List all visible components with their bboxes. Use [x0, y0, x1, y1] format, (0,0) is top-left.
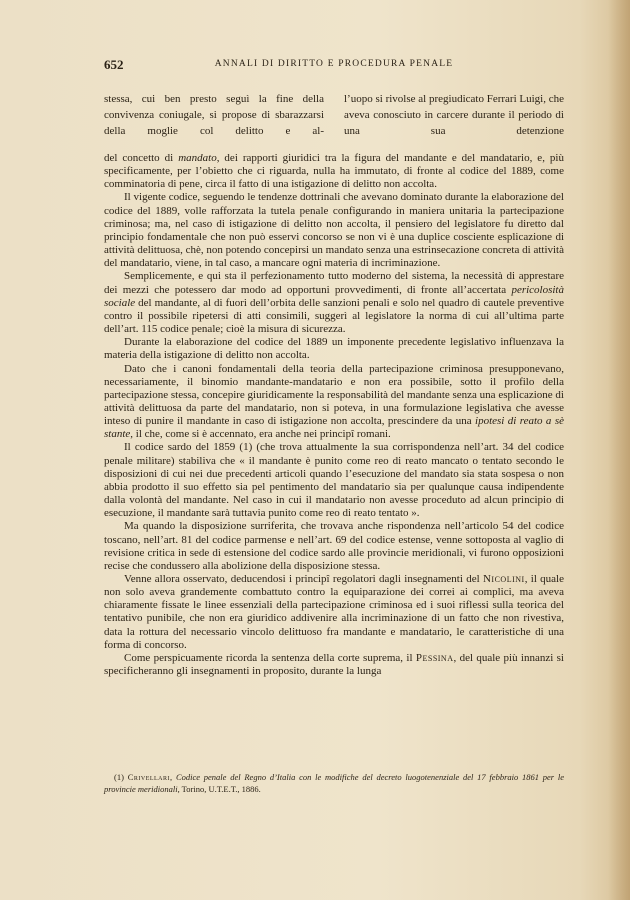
- footnote-author: Crivellari: [127, 772, 171, 782]
- paragraph: Semplicemente, e qui sta il perfezionamento tutto moderno del sistema, la necessità di apprestare dei mezzi che potessero dar modo ad opportuni provvedimenti, di fronte all’accertata pericolosità sociale del mandante, al di fuori dell’orbita delle sanzioni penali e solo nel quadro di cautele preventive contro il possibile ripetersi di atti consimili, suggerì al legislatore la norma di cui all’ultima parte dell’art. 115 codice penale; cioè la misura di sicurezza.: [104, 270, 564, 336]
- paragraph: Dato che i canoni fondamentali della teoria della partecipazione criminosa presupponevano, necessariamente, il binomio mandante-mandatario e non era possibile, sotto il profilo della partecipazione stessa, concepire giuridicamente la responsabilità del mandante senza una esplicazione di attività delittuosa da parte del mandatario, non si poteva, in una formulazione legislativa che avesse inteso di punire il mandante in caso di istigazione non accolta, prescindere da una ipotesi di reato a sè stante, il che, come si è accennato, era anche nei principî romani.: [104, 362, 564, 441]
- paragraph: Il vigente codice, seguendo le tendenze dottrinali che avevano dominato durante la elaborazione del codice del 1889, volle rafforzata la tutela penale configurando in maniera unitaria la partecipazione criminosa; ma, nel caso di istigazione di delitto non accolta, il pensiero del legislatore fu diretto dal principio fondamentale che non può esservi concorso se non vi è una duplice cosciente esplicazione di attività delittuosa, chè, non potendo concepirsi un mandato senza una estrinsecazione concreta di attività del mandatario, viene, in tal caso, a mancare ogni materia di incriminazione.: [104, 191, 564, 270]
- page-number: 652: [104, 57, 124, 72]
- footnote: (1) Crivellari, Codice penale del Regno d’Italia con le modifiche del decreto luogotenenziale del 17 febbraio 1861 per le provincie meridionali, Torino, U.T.E.T., 1886.: [104, 772, 565, 794]
- two-column-excerpt: [104, 91, 564, 139]
- left-column-text: stessa, cui ben presto seguì la fine della convivenza coniugale, si propose di sbarazzarsi della moglie col delitto e al-: [104, 93, 324, 137]
- emphasis: mandato: [178, 152, 217, 164]
- emphasis: ipotesi di reato a sè stante: [104, 415, 564, 441]
- footnote-publication: , Torino, U.T.E.T., 1886.: [177, 784, 261, 794]
- author-name: Nicolini: [482, 573, 525, 585]
- paragraph: Venne allora osservato, deducendosi i principî regolatori dagli insegnamenti del Nicolini, il quale non solo aveva grandemente combattuto contro la equiparazione dei correi ai complici, ma aveva chiaramente fissate le linee essenziali della partecipazione criminosa ed i suoi riflessi sulla teorica del tentativo punibile, che non era giuridico addivenire alla incriminazione di un fatto che non rivestiva, data la rottura del necessario vincolo delittuoso fra mandante e mandatario, le caratteristiche di una forma di concorso.: [104, 573, 564, 651]
- emphasis: pericolosità sociale: [104, 283, 564, 309]
- footnote-title: Codice penale del Regno d’Italia con le modifiche del decreto luogotenenziale del 17 febbraio 1861 per le provincie meridionali: [104, 772, 565, 794]
- paragraph: Come perspicuamente ricorda la sentenza della corte suprema, il Pessina, del quale più innanzi si specificheranno gli insegnamenti in proposito, durante la lunga: [104, 651, 564, 678]
- paragraph: Ma quando la disposizione surriferita, che trovava anche rispondenza nell’articolo 54 del codice toscano, nell’art. 81 del codice parmense e nell’art. 69 del codice estense, venne sottoposta al vaglio di revisione critica in sede di estensione del codice sardo alle provincie meridionali, vi furono opposizioni recise che condussero alla abolizione della disposizione stessa.: [104, 520, 564, 572]
- paragraph: del concetto di mandato, dei rapporti giuridici tra la figura del mandante e del mandatario, e, più specificamente, per l’obietto che ci riguarda, nulla ha immutato, di fronte al codice del 1889, come comminatoria di pene, circa il fatto di una istigazione di delitto non accolta.: [104, 152, 564, 191]
- paragraph: Durante la elaborazione del codice del 1889 un imponente precedente legislativo influenzava la materia della istigazione di delitto non accolta.: [104, 336, 564, 362]
- page-edge-shadow: [608, 0, 630, 900]
- paragraph: Il codice sardo del 1859 (1) (che trova attualmente la sua corrispondenza nell’art. 34 del codice penale militare) stabiliva che « il mandante è punito come reo di reato mancato o tentato secondo le disposizioni di cui nei due precedenti articoli quando l’esecuzione del mandato sia stata sospesa o non abbia prodotto il suo effetto sia pel pentimento del mandatario sia per qualunque causa indipendente dalla volontà del mandante. Nel caso in cui il mandatario non avesse proceduto ad alcun principio di esecuzione, il mandante sarà tuttavia punito come reo di reato tentato ».: [104, 441, 564, 520]
- footnote-marker: (1): [114, 772, 128, 782]
- author-name: Pessina: [415, 651, 454, 664]
- page-header: [104, 57, 564, 73]
- body-text: [104, 152, 564, 752]
- running-title: ANNALI DI DIRITTO E PROCEDURA PENALE: [214, 59, 454, 69]
- right-column-text: l’uopo si rivolse al pregiudicato Ferrari Luigi, che aveva conosciuto in carcere durante il periodo di una sua detenzione: [344, 93, 564, 137]
